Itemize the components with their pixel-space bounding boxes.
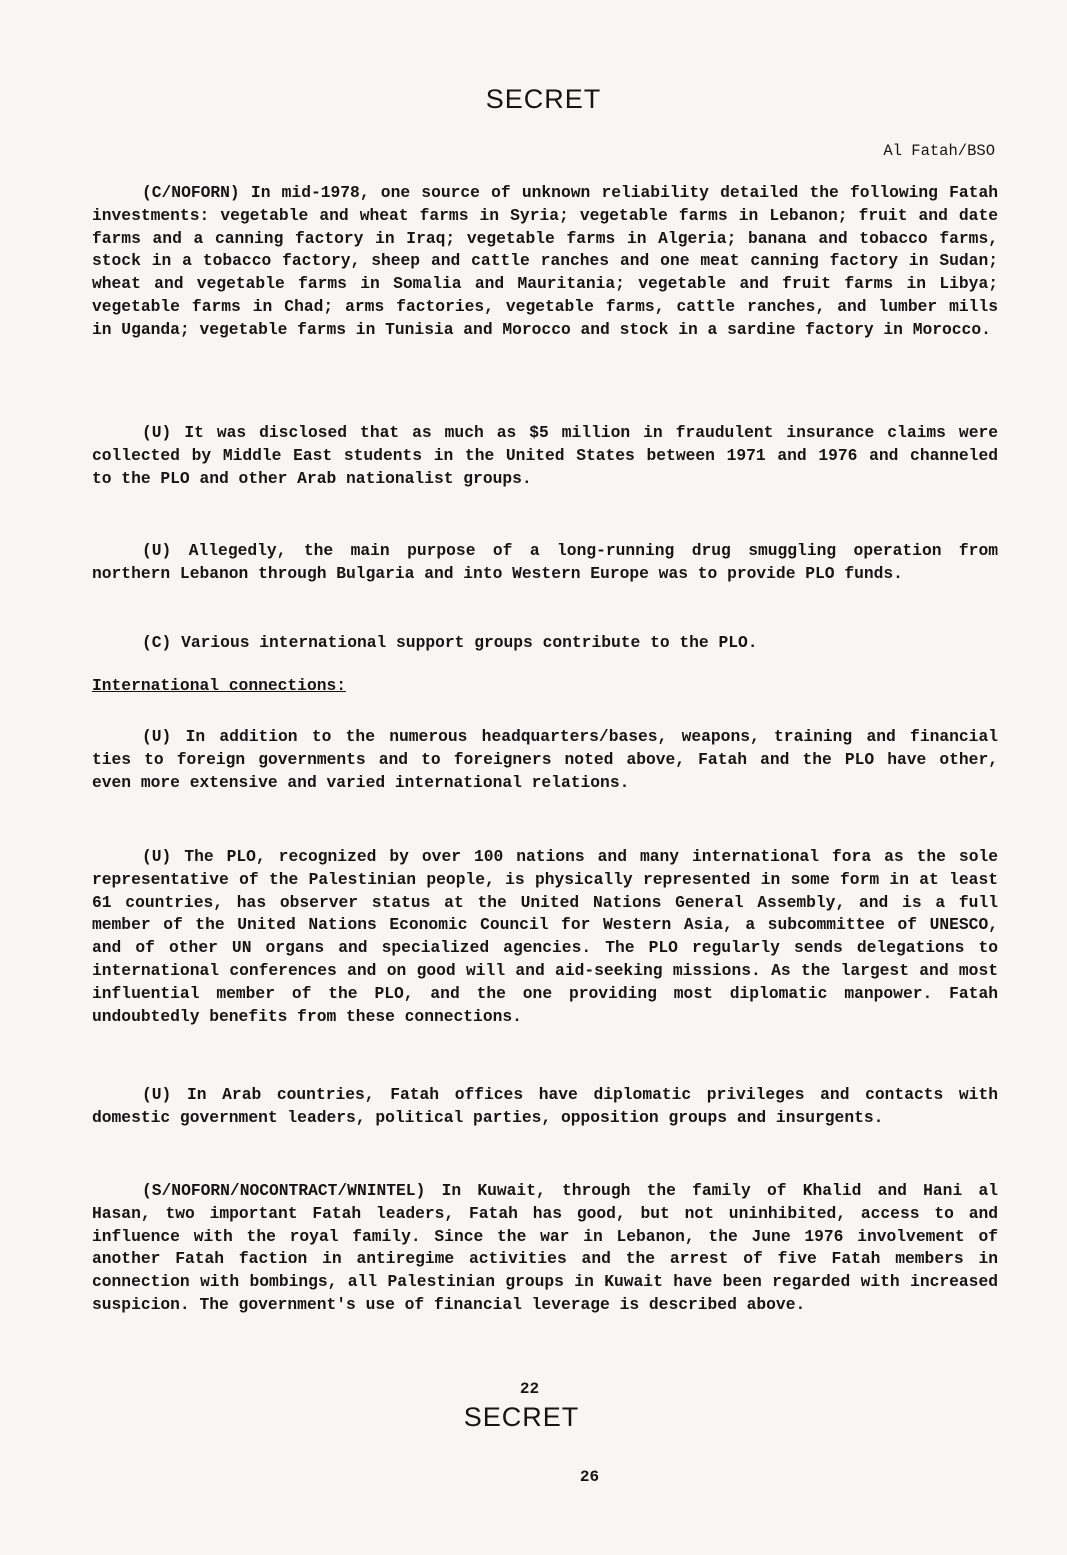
page-number-outer: 26 — [579, 1468, 600, 1486]
section-heading: International connections: — [92, 676, 347, 695]
paragraph-international-relations — [92, 726, 998, 794]
classification-marking-bottom: SECRET — [463, 1402, 580, 1432]
paragraph-arab-countries — [92, 1084, 998, 1130]
page-number-inner: 22 — [519, 1380, 540, 1398]
paragraph-text: Various international support groups contribute to the PLO. — [181, 633, 758, 652]
paragraph-text: In Kuwait, through the family of Khalid and Hani al Hasan, two important Fatah leaders, Fatah has good, but not uninhibited, access to and influence with the royal family. Since the war in Lebanon, the June 1976 involvement of another Fatah faction in antiregime activities and the arrest of five Fatah members in connection with bombings, all Palestinian groups in Kuwait have been regarded with increased suspicion. The government's use of financial leverage is described above. — [92, 1181, 998, 1314]
paragraph-text: It was disclosed that as much as $5 million in fraudulent insurance claims were collected by Middle East students in the United States between 1971 and 1976 and channeled to the PLO and other Arab nationalist groups. — [92, 423, 998, 488]
paragraph-insurance-claims — [92, 422, 998, 490]
paragraph-investments — [92, 182, 998, 342]
paragraph-text: In Arab countries, Fatah offices have diplomatic privileges and contacts with domestic government leaders, political parties, opposition groups and insurgents. — [92, 1085, 998, 1127]
paragraph-plo-recognition — [92, 846, 998, 1028]
paragraph-support-groups — [92, 632, 998, 655]
classification-marking-top: SECRET — [485, 84, 602, 114]
paragraph-marking: (U) — [142, 423, 172, 442]
subject-header: Al Fatah/BSO — [883, 142, 995, 160]
paragraph-kuwait — [92, 1180, 998, 1317]
paragraph-marking: (U) — [142, 727, 172, 746]
paragraph-marking: (U) — [142, 847, 172, 866]
paragraph-text: In mid-1978, one source of unknown reliability detailed the following Fatah investments: vegetable and wheat farms in Syria; vegetable farms in Lebanon; fruit and date farms and a canning factory in Iraq; vegetable farms in Algeria; banana and tobacco farms, stock in a tobacco factory, sheep and cattle ranches and one meat canning factory in Sudan; wheat and vegetable farms in Somalia and Mauritania; vegetable and fruit farms in Libya; vegetable farms in Chad; arms factories, vegetable farms, cattle ranches, and lumber mills in Uganda; vegetable farms in Tunisia and Morocco and stock in a sardine factory in Morocco. — [92, 183, 998, 339]
paragraph-text: In addition to the numerous headquarters/bases, weapons, training and financial ties to foreign governments and to foreigners noted above, Fatah and the PLO have other, even more extensive and varied international relations. — [92, 727, 998, 792]
paragraph-marking: (C/NOFORN) — [142, 183, 240, 202]
paragraph-text: Allegedly, the main purpose of a long-running drug smuggling operation from northern Lebanon through Bulgaria and into Western Europe was to provide PLO funds. — [92, 541, 998, 583]
paragraph-marking: (U) — [142, 1085, 172, 1104]
paragraph-marking: (S/NOFORN/NOCONTRACT/WNINTEL) — [142, 1181, 426, 1200]
paragraph-text: The PLO, recognized by over 100 nations and many international fora as the sole representative of the Palestinian people, is physically represented in some form in at least 61 countries, has observer status at the United Nations General Assembly, and is a full member of the United Nations Economic Council for Western Asia, a subcommittee of UNESCO, and of other UN organs and specialized agencies. The PLO regularly sends delegations to international conferences and on good will and aid-seeking missions. As the largest and most influential member of the PLO, and the one providing most diplomatic manpower. Fatah undoubtedly benefits from these connections. — [92, 847, 998, 1026]
paragraph-marking: (U) — [142, 541, 172, 560]
paragraph-drug-smuggling — [92, 540, 998, 586]
paragraph-marking: (C) — [142, 633, 172, 652]
